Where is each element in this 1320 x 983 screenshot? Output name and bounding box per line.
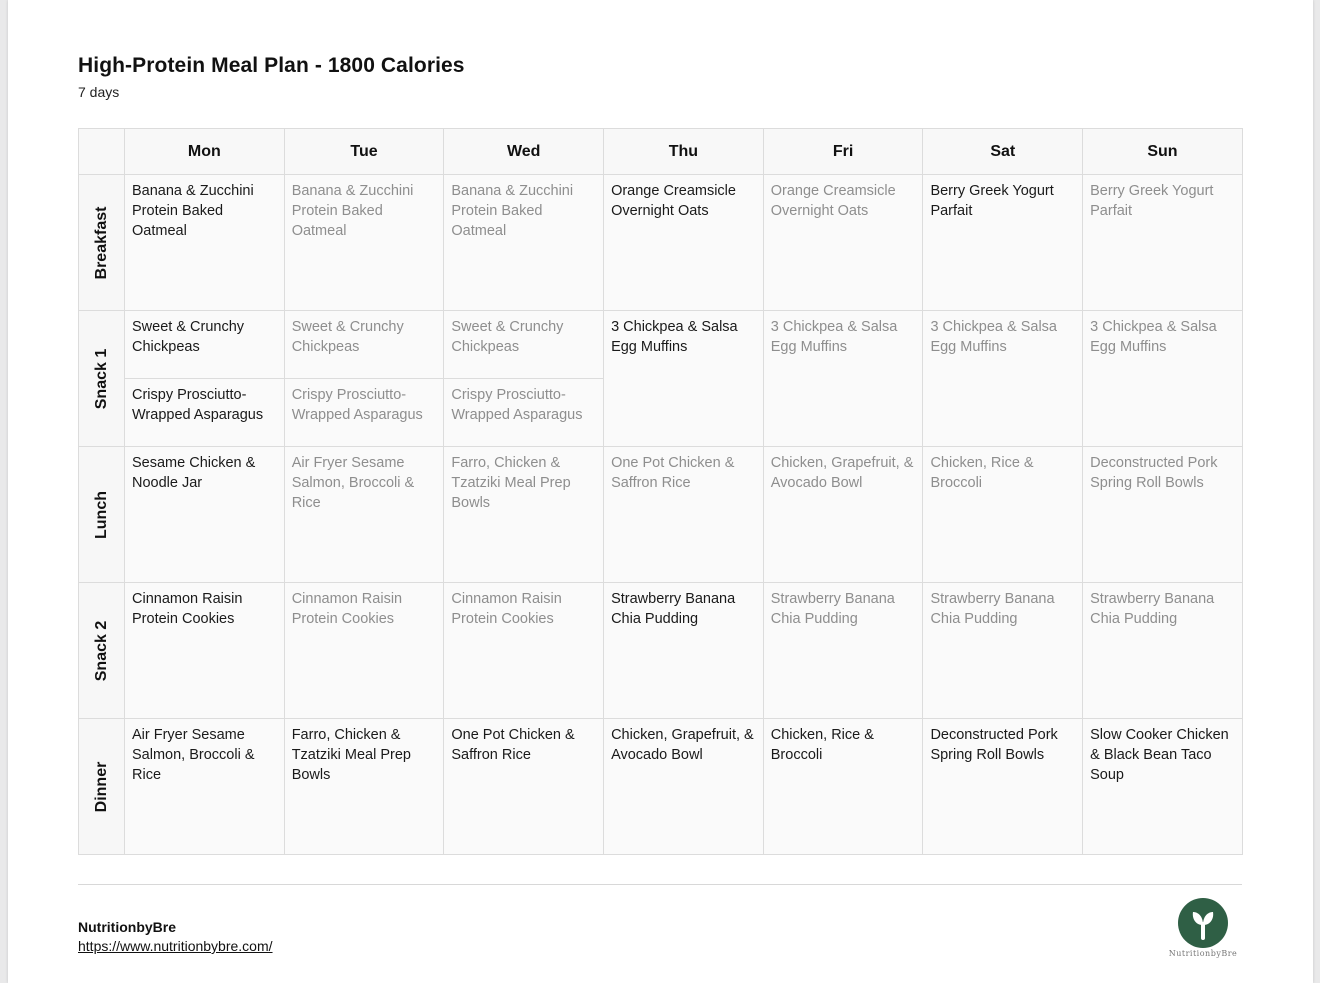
meal-plan-table	[78, 128, 1243, 855]
meal-cell-breakfast-mon	[125, 175, 285, 311]
meal-label: Breakfast	[92, 206, 110, 279]
meal-cell-snack2-wed	[444, 583, 604, 719]
recipe-name: Chicken, Rice & Broccoli	[770, 727, 874, 763]
recipe-name: Farro, Chicken & Tzatziki Meal Prep Bowls	[291, 727, 411, 783]
recipe-name: Deconstructed Pork Spring Roll Bowls	[1090, 455, 1218, 491]
day-header-fri: Fri	[763, 129, 923, 175]
recipe-name: Sweet & Crunchy Chickpeas	[291, 319, 404, 355]
document-page	[8, 0, 1313, 983]
meal-cell-top	[125, 311, 284, 379]
meal-cell-bottom	[444, 379, 603, 446]
meal-label-cell	[79, 447, 125, 583]
recipe-name: Strawberry Banana Chia Pudding	[1090, 591, 1215, 627]
recipe-name: Orange Creamsicle Overnight Oats	[611, 183, 736, 219]
meal-cell-snack1-mon	[125, 311, 285, 447]
footer-brand-name: NutritionbyBre	[78, 919, 176, 935]
meal-cell-bottom	[285, 379, 444, 446]
footer-website-link[interactable]: https://www.nutritionbybre.com/	[78, 938, 273, 954]
recipe-name: Chicken, Grapefruit, & Avocado Bowl	[611, 727, 754, 763]
logo-wordmark: NutritionbyBre	[1168, 949, 1238, 958]
recipe-name: Orange Creamsicle Overnight Oats	[770, 183, 896, 219]
meal-label-cell	[79, 719, 125, 855]
recipe-name: 3 Chickpea & Salsa Egg Muffins	[770, 319, 898, 355]
recipe-name: Crispy Prosciutto-Wrapped Asparagus	[451, 387, 583, 423]
meal-cell-lunch-wed	[444, 447, 604, 583]
meal-cell-dinner-sun	[1083, 719, 1243, 855]
meal-cell-dinner-sat	[923, 719, 1083, 855]
day-header-row	[79, 129, 1243, 175]
recipe-name: Cinnamon Raisin Protein Cookies	[132, 591, 243, 627]
meal-cell-lunch-sat	[923, 447, 1083, 583]
meal-cell-lunch-tue	[284, 447, 444, 583]
recipe-name: Strawberry Banana Chia Pudding	[770, 591, 895, 627]
meal-cell-snack1-sat	[923, 311, 1083, 447]
recipe-name: One Pot Chicken & Saffron Rice	[611, 455, 735, 491]
meal-label: Snack 2	[92, 620, 110, 681]
recipe-name: Air Fryer Sesame Salmon, Broccoli & Rice	[291, 455, 415, 511]
meal-cell-breakfast-wed	[444, 175, 604, 311]
meal-row-breakfast	[79, 175, 1243, 311]
day-header-sun: Sun	[1083, 129, 1243, 175]
meal-cell-snack2-fri	[763, 583, 923, 719]
recipe-name: Farro, Chicken & Tzatziki Meal Prep Bowls	[451, 455, 571, 511]
meal-label: Lunch	[92, 490, 110, 539]
meal-row-snack1	[79, 311, 1243, 447]
meal-row-snack2	[79, 583, 1243, 719]
meal-cell-dinner-tue	[284, 719, 444, 855]
meal-row-dinner	[79, 719, 1243, 855]
day-header-thu: Thu	[604, 129, 764, 175]
meal-cell-snack2-tue	[284, 583, 444, 719]
meal-label: Snack 1	[92, 348, 110, 409]
meal-cell-top	[444, 311, 603, 379]
page-subtitle: 7 days	[78, 84, 120, 100]
recipe-name: Cinnamon Raisin Protein Cookies	[291, 591, 403, 627]
recipe-name: Berry Greek Yogurt Parfait	[930, 183, 1054, 219]
meal-cell-breakfast-sun	[1083, 175, 1243, 311]
meal-cell-breakfast-tue	[284, 175, 444, 311]
meal-cell-lunch-sun	[1083, 447, 1243, 583]
meal-cell-snack1-sun	[1083, 311, 1243, 447]
recipe-name: Sweet & Crunchy Chickpeas	[132, 319, 245, 355]
meal-cell-dinner-mon	[125, 719, 285, 855]
recipe-name: Strawberry Banana Chia Pudding	[611, 591, 736, 627]
meal-cell-dinner-wed	[444, 719, 604, 855]
recipe-name: 3 Chickpea & Salsa Egg Muffins	[930, 319, 1057, 355]
meal-cell-dinner-thu	[604, 719, 764, 855]
meal-cell-snack1-wed	[444, 311, 604, 447]
meal-label-cell	[79, 311, 125, 447]
meal-cell-top	[285, 311, 444, 379]
recipe-name: Deconstructed Pork Spring Roll Bowls	[930, 727, 1058, 763]
recipe-name: 3 Chickpea & Salsa Egg Muffins	[611, 319, 738, 355]
recipe-name: Sesame Chicken & Noodle Jar	[132, 455, 256, 491]
recipe-name: Crispy Prosciutto-Wrapped Asparagus	[291, 387, 423, 423]
meal-cell-snack1-thu	[604, 311, 764, 447]
recipe-name: Cinnamon Raisin Protein Cookies	[451, 591, 562, 627]
day-header-mon: Mon	[125, 129, 285, 175]
meal-cell-lunch-thu	[604, 447, 764, 583]
recipe-name: Crispy Prosciutto-Wrapped Asparagus	[132, 387, 264, 423]
meal-cell-snack1-tue	[284, 311, 444, 447]
meal-cell-breakfast-thu	[604, 175, 764, 311]
brand-logo	[1158, 898, 1248, 962]
meal-cell-snack2-mon	[125, 583, 285, 719]
leaf-fork-logo-icon	[1178, 898, 1228, 948]
meal-label: Dinner	[92, 761, 110, 812]
meal-cell-snack2-thu	[604, 583, 764, 719]
recipe-name: 3 Chickpea & Salsa Egg Muffins	[1090, 319, 1217, 355]
meal-cell-snack2-sat	[923, 583, 1083, 719]
recipe-name: Berry Greek Yogurt Parfait	[1090, 183, 1214, 219]
recipe-name: Chicken, Rice & Broccoli	[930, 455, 1034, 491]
footer-divider	[78, 884, 1242, 885]
recipe-name: Strawberry Banana Chia Pudding	[930, 591, 1055, 627]
meal-row-lunch	[79, 447, 1243, 583]
meal-cell-snack2-sun	[1083, 583, 1243, 719]
recipe-name: Sweet & Crunchy Chickpeas	[451, 319, 564, 355]
day-header-sat: Sat	[923, 129, 1083, 175]
day-header-tue: Tue	[284, 129, 444, 175]
meal-cell-lunch-fri	[763, 447, 923, 583]
meal-cell-dinner-fri	[763, 719, 923, 855]
page-title: High-Protein Meal Plan - 1800 Calories	[78, 54, 465, 77]
meal-cell-breakfast-fri	[763, 175, 923, 311]
meal-cell-bottom	[125, 379, 284, 446]
recipe-name: Air Fryer Sesame Salmon, Broccoli & Rice	[132, 727, 255, 783]
meal-cell-breakfast-sat	[923, 175, 1083, 311]
meal-label-cell	[79, 175, 125, 311]
recipe-name: Banana & Zucchini Protein Baked Oatmeal	[132, 183, 254, 239]
meal-label-cell	[79, 583, 125, 719]
recipe-name: Chicken, Grapefruit, & Avocado Bowl	[770, 455, 914, 491]
day-header-wed: Wed	[444, 129, 604, 175]
meal-cell-snack1-fri	[763, 311, 923, 447]
recipe-name: Banana & Zucchini Protein Baked Oatmeal	[291, 183, 414, 239]
recipe-name: Banana & Zucchini Protein Baked Oatmeal	[451, 183, 574, 239]
recipe-name: Slow Cooker Chicken & Black Bean Taco Soup	[1090, 727, 1229, 783]
meal-cell-lunch-mon	[125, 447, 285, 583]
recipe-name: One Pot Chicken & Saffron Rice	[451, 727, 575, 763]
corner-cell	[79, 129, 125, 175]
